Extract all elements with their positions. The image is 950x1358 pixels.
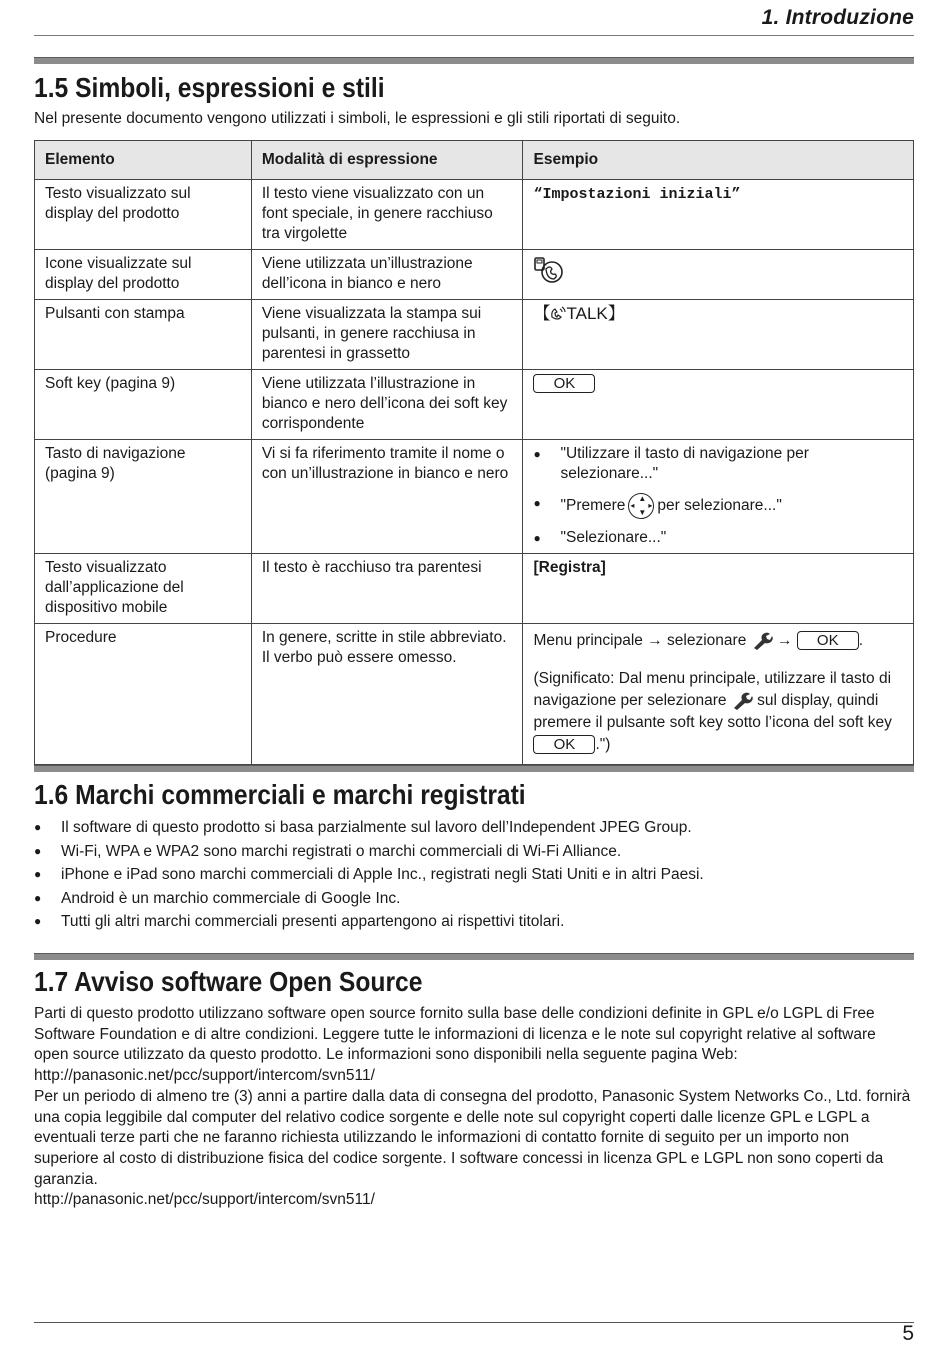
cell-example (523, 370, 914, 440)
cell-element: Icone visualizzate sul display del prodotto (35, 250, 252, 300)
list-item: ● "Selezionare..." (533, 528, 903, 548)
arrow-icon: → (647, 632, 663, 649)
procedure-explanation (533, 668, 903, 756)
cell-element: Testo visualizzato dall’applicazione del dispositivo mobile (35, 554, 252, 624)
cell-mode: Il testo è racchiuso tra parentesi (251, 554, 523, 624)
wrench-icon (751, 631, 773, 651)
navigator-key-icon: ▲ ▼ ◂ ▸ (630, 494, 653, 517)
cell-mode: In genere, scritte in stile abbreviato. Il verbo può essere omesso. (251, 624, 523, 765)
symbols-table (34, 140, 914, 765)
select-label: selezionare (667, 632, 747, 649)
cell-example (523, 440, 914, 554)
section-divider (34, 57, 914, 64)
chapter-heading: 1. Introduzione (761, 6, 914, 29)
section-divider (34, 765, 914, 772)
header-rule (34, 35, 914, 36)
list-item: ● "Utilizzare il tasto di navigazione per selezionare..." (533, 444, 903, 484)
explanation-text: .") (595, 736, 611, 753)
softkey-ok-icon: OK (533, 374, 595, 393)
table-row (35, 300, 914, 370)
trademark-list (34, 818, 914, 936)
bracket-close: 】 (607, 304, 625, 323)
display-text-example: “Impostazioni iniziali” (533, 186, 741, 203)
table-row (35, 370, 914, 440)
wrench-icon (731, 691, 753, 711)
url-link[interactable]: http://panasonic.net/pcc/support/intercom/svn511/ (34, 1067, 375, 1085)
column-header: Modalità di espressione (251, 141, 523, 180)
softkey-ok-icon: OK (797, 631, 859, 650)
list-item: ● Android è un marchio commerciale di Google Inc. (34, 889, 914, 909)
period: . (858, 632, 864, 649)
table-row (35, 554, 914, 624)
arrow-icon: → (776, 632, 793, 649)
cell-mode: Viene visualizzata la stampa sui pulsanti, in genere racchiusa in parentesi in grassetto (251, 300, 523, 370)
talk-label: TALK (566, 304, 608, 323)
talk-icon (550, 305, 566, 319)
cell-mode: Viene utilizzata un’illustrazione dell’icona in bianco e nero (251, 250, 523, 300)
phone-display-icon (533, 256, 567, 284)
table-header-row (35, 141, 914, 180)
table-row (35, 180, 914, 250)
section-divider (34, 953, 914, 960)
cell-example (523, 180, 914, 250)
cell-element: Testo visualizzato sul display del prodotto (35, 180, 252, 250)
open-source-notice (34, 1004, 914, 1211)
cell-element: Soft key (pagina 9) (35, 370, 252, 440)
cell-mode: Viene utilizzata l’illustrazione in bianco e nero dell’icona dei soft key corrispondente (251, 370, 523, 440)
table-row (35, 624, 914, 765)
column-header: Esempio (523, 141, 914, 180)
page-number: 5 (902, 1322, 914, 1345)
softkey-ok-icon: OK (533, 735, 595, 754)
url-link[interactable]: http://panasonic.net/pcc/support/intercom/svn511/ (34, 1191, 375, 1209)
section-title-1-7: 1.7 Avviso software Open Source (34, 966, 423, 997)
section-title-1-5: 1.5 Simboli, espressioni e stili (34, 72, 385, 103)
cell-element: Pulsanti con stampa (35, 300, 252, 370)
explanation-text: sul display, quindi premere il pulsante soft key sotto l’icona del soft key (533, 692, 892, 731)
paragraph: Parti di questo prodotto utilizzano software open source fornito sulla base delle condizioni definite in GPL e/o LGPL di Free Software Foundation e di altre condizioni. Leggere tutte le informazioni di licenza e le note sul copyright relative al software open source utilizzato da questo prodotto. Le informazioni sono disponibili nella seguente pagina Web: (34, 1005, 876, 1064)
table-row (35, 440, 914, 554)
list-item: ● Il software di questo prodotto si basa parzialmente sul lavoro dell’Independent JPEG Group. (34, 818, 914, 838)
cell-example (523, 624, 914, 765)
cell-mode: Vi si fa riferimento tramite il nome o con un’illustrazione in bianco e nero (251, 440, 523, 554)
footer-rule (34, 1322, 914, 1323)
explanation-text: (Significato: Dal menu principale, utilizzare il tasto di navigazione per selezionare (533, 670, 892, 709)
cell-mode: Il testo viene visualizzato con un font speciale, in genere racchiuso tra virgolette (251, 180, 523, 250)
table-row (35, 250, 914, 300)
example-text: "Premere (560, 497, 626, 515)
paragraph: Per un periodo di almeno tre (3) anni a partire dalla data di consegna del prodotto, Panasonic System Networks Co., Ltd. fornirà una copia leggibile dal computer del relativo codice sorgente e delle note sul copyright coperti dalle licenze GPL e LGPL a eventuali terze parti che ne faranno richiesta utilizzando le informazioni di contatto fornite di seguito per un importo non superiore al costo di distribuzione fisica del codice sorgente. I software concessi in licenza GPL e LGPL non sono coperti da garanzia. (34, 1087, 911, 1188)
menu-label: Menu principale (533, 632, 643, 649)
example-list (533, 444, 903, 548)
cell-example (523, 250, 914, 300)
section-intro: Nel presente documento vengono utilizzati i simboli, le espressioni e gli stili riportati di seguito. (34, 110, 681, 127)
cell-example (523, 300, 914, 370)
column-header: Elemento (35, 141, 252, 180)
list-item: ● iPhone e iPad sono marchi commerciali di Apple Inc., registrati negli Stati Uniti e in altri Paesi. (34, 865, 914, 885)
section-title-1-6: 1.6 Marchi commerciali e marchi registrati (34, 779, 526, 810)
bracket-open: 【 (533, 304, 551, 323)
list-item (533, 493, 903, 519)
cell-example: [Registra] (523, 554, 914, 624)
procedure-example (533, 630, 903, 652)
cell-element: Tasto di navigazione (pagina 9) (35, 440, 252, 554)
example-text: per selezionare..." (657, 497, 782, 515)
cell-element: Procedure (35, 624, 252, 765)
list-item: ● Wi-Fi, WPA e WPA2 sono marchi registrati o marchi commerciali di Wi-Fi Alliance. (34, 842, 914, 862)
list-item: ● Tutti gli altri marchi commerciali presenti appartengono ai rispettivi titolari. (34, 912, 914, 932)
